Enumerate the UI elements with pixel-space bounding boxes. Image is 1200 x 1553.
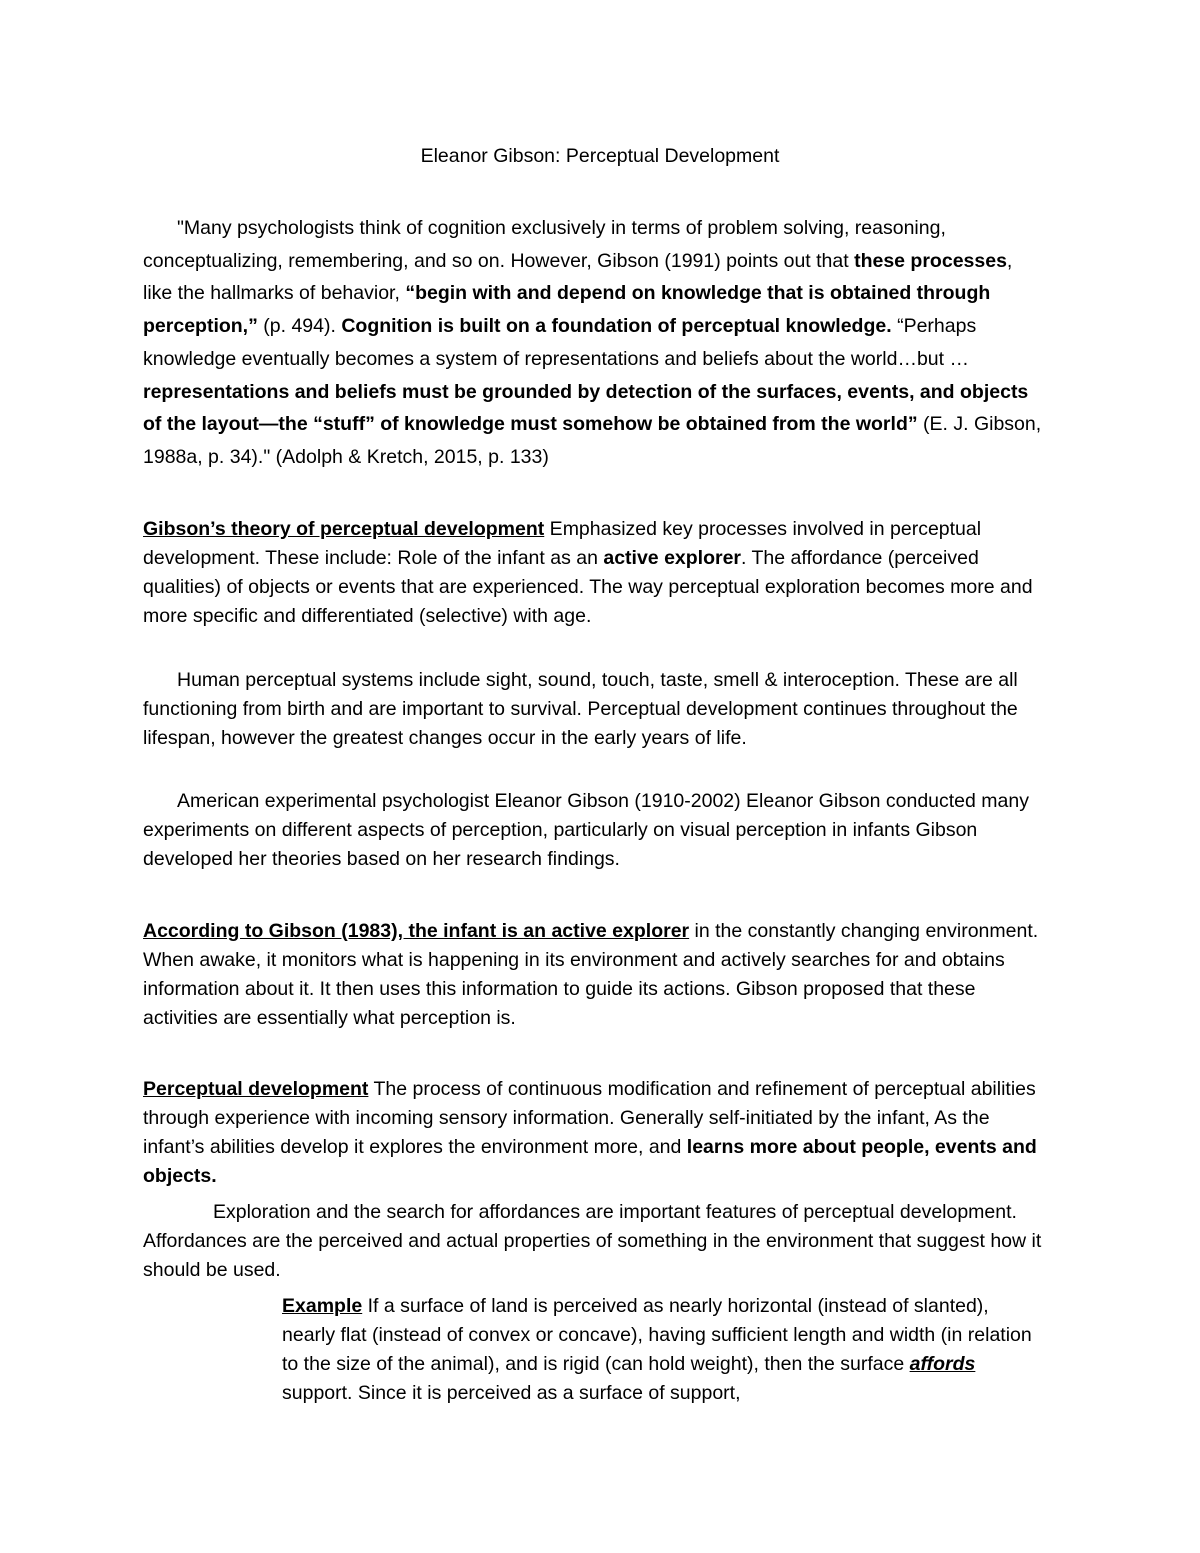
active-explorer-text: in the constantly changing environment. When awake, it monitors what is happening in its environment and actively searches for and obtains information about it. It then uses this information to guide its actions. Gibson proposed that these activities are essentially what perception is. xyxy=(143,920,1039,1029)
quote-bold-3: Cognition is built on a foundation of perceptual knowledge. xyxy=(341,315,892,338)
document-title: Eleanor Gibson: Perceptual Development xyxy=(420,145,780,167)
opening-quote-paragraph xyxy=(143,212,1043,474)
quote-bold-1: these processes xyxy=(854,249,1007,272)
theory-section-heading: Gibson’s theory of perceptual development xyxy=(143,518,545,540)
perceptual-systems-paragraph: Human perceptual systems include sight, sound, touch, taste, smell & interoception. These are all functioning from birth and are important to survival. Perceptual development continues throughout the lifespan, however the greatest changes occur in the early years of life. xyxy=(143,669,1018,749)
theory-section-paragraph xyxy=(143,515,1043,631)
example-heading: Example xyxy=(282,1295,363,1317)
theory-text-2: . The affordance (perceived qualities) of objects or events that are experienced. The way perceptual exploration becomes more and more specific and differentiated (selective) with age. xyxy=(143,547,1033,627)
gibson-bio-paragraph: American experimental psychologist Eleanor Gibson (1910-2002) Eleanor Gibson conducted many experiments on different aspects of perception, particularly on visual perception in infants Gibson developed her theories based on her research findings. xyxy=(143,790,1029,870)
example-text-2: support. Since it is perceived as a surface of support, xyxy=(282,1382,741,1404)
quote-text-1: "Many psychologists think of cognition exclusively in terms of problem solving, reasoning, conceptualizing, remembering, and so on. However, Gibson (1991) points out that xyxy=(143,217,946,272)
perceptual-development-paragraph xyxy=(143,1075,1043,1191)
perceptual-development-text: The process of continuous modification and refinement of perceptual abilities through experience with incoming sensory information. Generally self-initiated by the infant, As the infant’s abilities develop it explores the environment more, and xyxy=(143,1078,1036,1158)
quote-text-5: (E. J. Gibson, 1988a, p. 34)." (Adolph & Kretch, 2015, p. 133) xyxy=(143,413,1042,468)
example-paragraph xyxy=(282,1292,1042,1408)
theory-bold-1: active explorer xyxy=(603,547,742,569)
quote-text-4: “Perhaps knowledge eventually becomes a system of representations and beliefs about the world…but … xyxy=(143,315,977,370)
quote-text-2: , like the hallmarks of behavior, xyxy=(143,249,1013,305)
quote-text-3: (p. 494). xyxy=(257,315,342,338)
active-explorer-heading: According to Gibson (1983), the infant is an active explorer xyxy=(143,920,690,942)
perceptual-development-heading: Perceptual development xyxy=(143,1078,369,1100)
quote-bold-4: representations and beliefs must be grounded by detection of the surfaces, events, and objects of the layout—the “stuff” of knowledge must somehow be obtained from the world” xyxy=(143,380,1029,436)
quote-bold-2: “begin with and depend on knowledge that is obtained through perception,” xyxy=(143,282,991,338)
perceptual-development-bold: learns more about people, events and objects. xyxy=(143,1136,1037,1187)
example-bold-italic: affords xyxy=(909,1353,976,1375)
theory-text-1: Emphasized key processes involved in perceptual development. These include: Role of the infant as an xyxy=(143,518,982,569)
active-explorer-paragraph xyxy=(143,917,1043,1033)
example-text-1: If a surface of land is perceived as nearly horizontal (instead of slanted), nearly flat (instead of convex or concave), having sufficient length and width (in relation to the size of the animal), and is rigid (can hold weight), then the surface xyxy=(282,1295,1032,1375)
affordances-paragraph: Exploration and the search for affordances are important features of perceptual development. Affordances are the perceived and actual properties of something in the environment that suggest how it should be used. xyxy=(143,1201,1042,1281)
